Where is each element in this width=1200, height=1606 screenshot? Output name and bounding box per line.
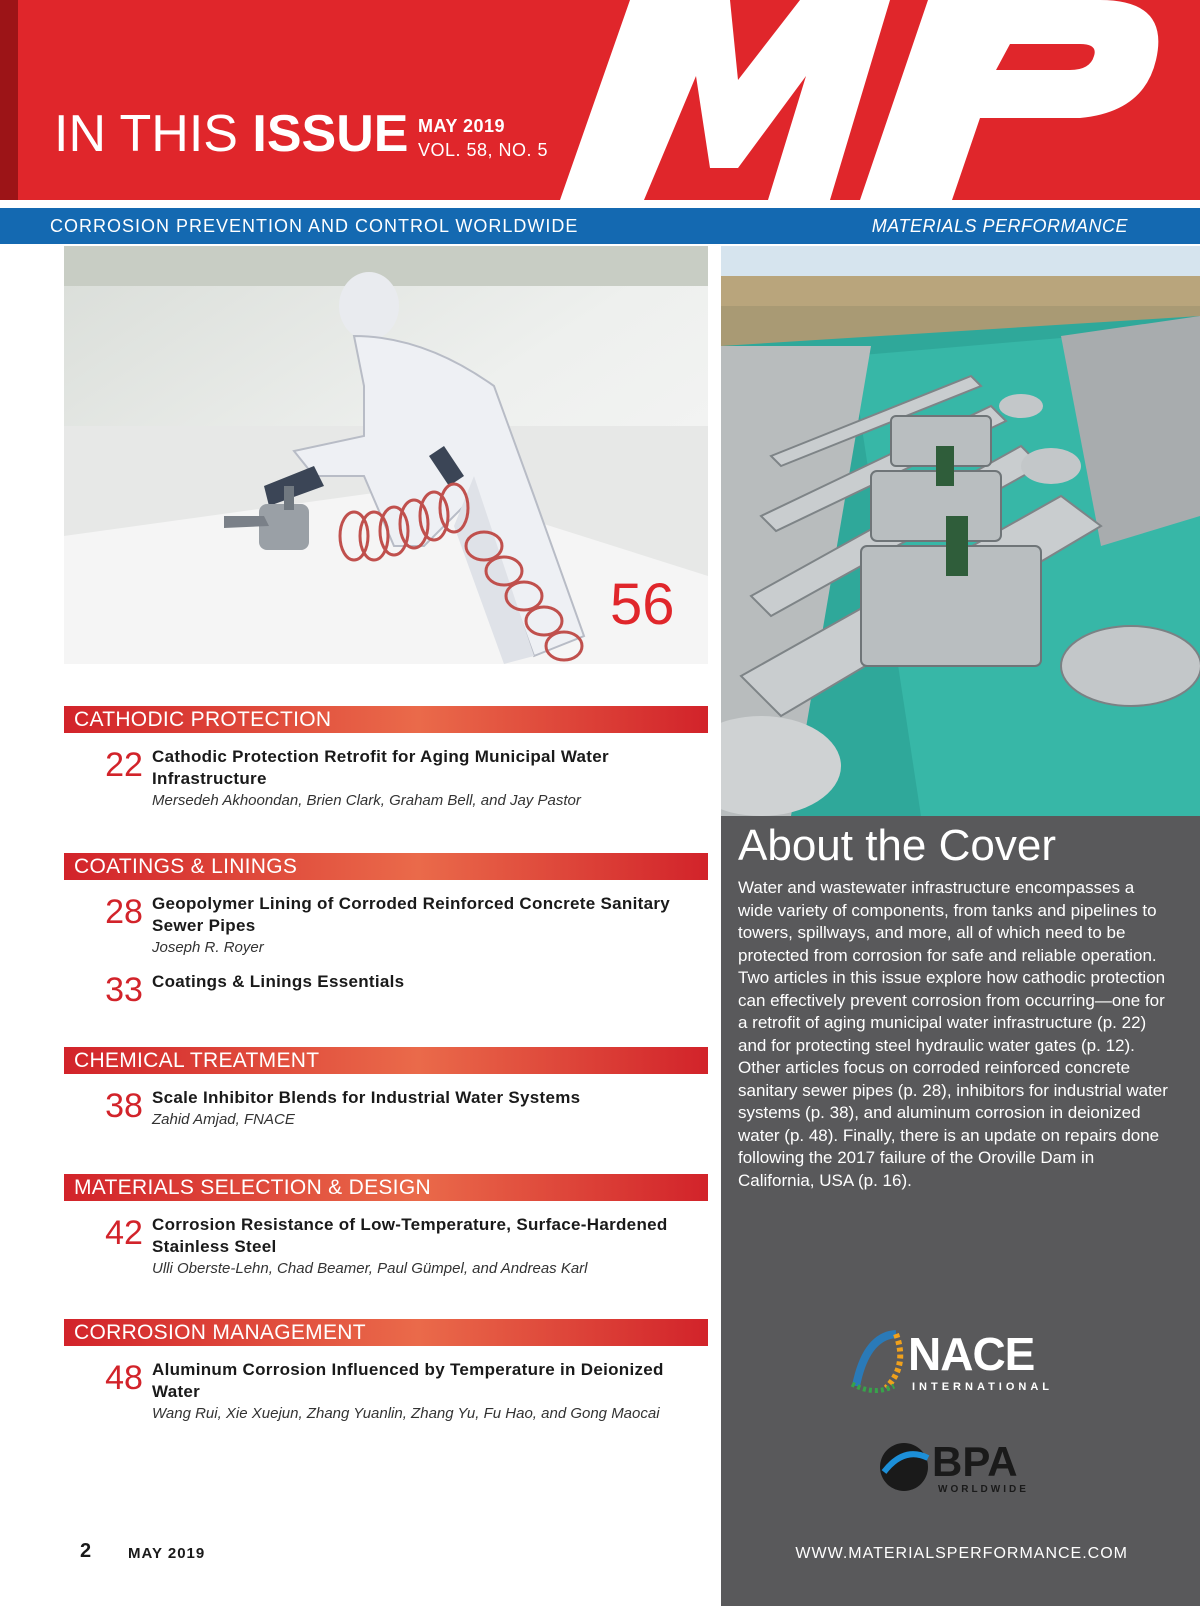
nace-logo-name: NACE	[908, 1328, 1035, 1380]
bpa-logo-sub: WORLDWIDE	[938, 1484, 1029, 1495]
nace-logo-sub: INTERNATIONAL	[912, 1381, 1054, 1393]
magazine-name: MATERIALS PERFORMANCE	[871, 216, 1128, 236]
website-link[interactable]: WWW.MATERIALSPERFORMANCE.COM	[795, 1545, 1128, 1562]
section-title: CORROSION MANAGEMENT	[74, 1321, 366, 1344]
entry-title: Scale Inhibitor Blends for Industrial Water Systems	[152, 1088, 581, 1107]
entry-authors: Mersedeh Akhoondan, Brien Clark, Graham Bell, and Jay Pastor	[152, 792, 581, 809]
entry-title: Cathodic Protection Retrofit for Aging Municipal Water Infrastructure	[152, 747, 609, 788]
issue-title-light: IN THIS	[54, 105, 253, 163]
nace-logo-mark	[852, 1334, 900, 1391]
nace-logo	[846, 1326, 1076, 1398]
header-edge	[0, 0, 18, 200]
bpa-logo	[876, 1432, 1046, 1502]
entry-title: Geopolymer Lining of Corroded Reinforced Concrete Sanitary Sewer Pipes	[152, 894, 671, 935]
entry-page-number: 48	[105, 1359, 143, 1397]
bpa-logo-mark	[880, 1443, 928, 1491]
entry-authors: Wang Rui, Xie Xuejun, Zhang Yuanlin, Zhang Yu, Fu Hao, and Gong Maocai	[152, 1405, 660, 1422]
entry-authors: Joseph R. Royer	[152, 939, 264, 956]
section-title: CATHODIC PROTECTION	[74, 708, 332, 731]
section-header-corrosion-management	[64, 1319, 708, 1346]
entry-authors: Ulli Oberste-Lehn, Chad Beamer, Paul Gümpel, and Andreas Karl	[152, 1260, 588, 1277]
entry-title: Coatings & Linings Essentials	[152, 972, 405, 991]
entry-title: Aluminum Corrosion Influenced by Temperature in Deionized Water	[152, 1360, 664, 1401]
entry-page-number: 33	[105, 971, 143, 1009]
mp-logo-m	[560, 0, 890, 200]
issue-title-bold: ISSUE	[252, 105, 409, 163]
cover-photo-illustration	[721, 246, 1200, 816]
issue-title	[54, 105, 409, 163]
entry-title: Corrosion Resistance of Low-Temperature, Surface-Hardened Stainless Steel	[152, 1215, 668, 1256]
about-body: Water and wastewater infrastructure encompasses a wide variety of components, from tanks and pipelines to towers, spillways, and more, all of which need to be protected from corrosion for safe and reliable operation. Two articles in this issue explore how cathodic protection can effectively prevent corrosion from occurring—one for a retrofit of aging municipal water infrastructure (p. 22) and for protecting steel hydraulic water gates (p. 12). Other articles focus on corroded reinforced concrete sanitary sewer pipes (p. 28), inhibitors for industrial water systems (p. 38), and aluminum corrosion in deionized water (p. 48). Finally, there is an update on repairs done following the 2017 failure of the Oroville Dam in California, USA (p. 16).	[738, 878, 1168, 1190]
cover-photo	[721, 246, 1200, 816]
entry-page-number: 22	[105, 746, 143, 784]
entry-authors: Zahid Amjad, FNACE	[152, 1111, 295, 1128]
entry-page-number: 28	[105, 893, 143, 931]
tagline: CORROSION PREVENTION AND CONTROL WORLDWIDE	[50, 216, 579, 236]
mp-logo	[560, 0, 1200, 200]
issue-volume: VOL. 58, NO. 5	[418, 140, 549, 160]
section-header-coatings-linings	[64, 853, 708, 880]
entry-page-number: 42	[105, 1214, 143, 1252]
about-title: About the Cover	[738, 821, 1056, 870]
bpa-logo-name: BPA	[932, 1438, 1018, 1485]
mp-logo-p	[860, 0, 1158, 200]
feature-page-number: 56	[610, 572, 675, 637]
section-title: CHEMICAL TREATMENT	[74, 1049, 320, 1072]
section-header-chemical-treatment	[64, 1047, 708, 1074]
section-header-cathodic-protection	[64, 706, 708, 733]
folio-page-number: 2	[80, 1540, 92, 1562]
section-title: MATERIALS SELECTION & DESIGN	[74, 1176, 431, 1199]
issue-date: MAY 2019	[418, 116, 506, 136]
section-title: COATINGS & LININGS	[74, 855, 298, 878]
footer-date: MAY 2019	[128, 1545, 206, 1562]
entry-page-number: 38	[105, 1087, 143, 1125]
section-header-materials-selection-design	[64, 1174, 708, 1201]
